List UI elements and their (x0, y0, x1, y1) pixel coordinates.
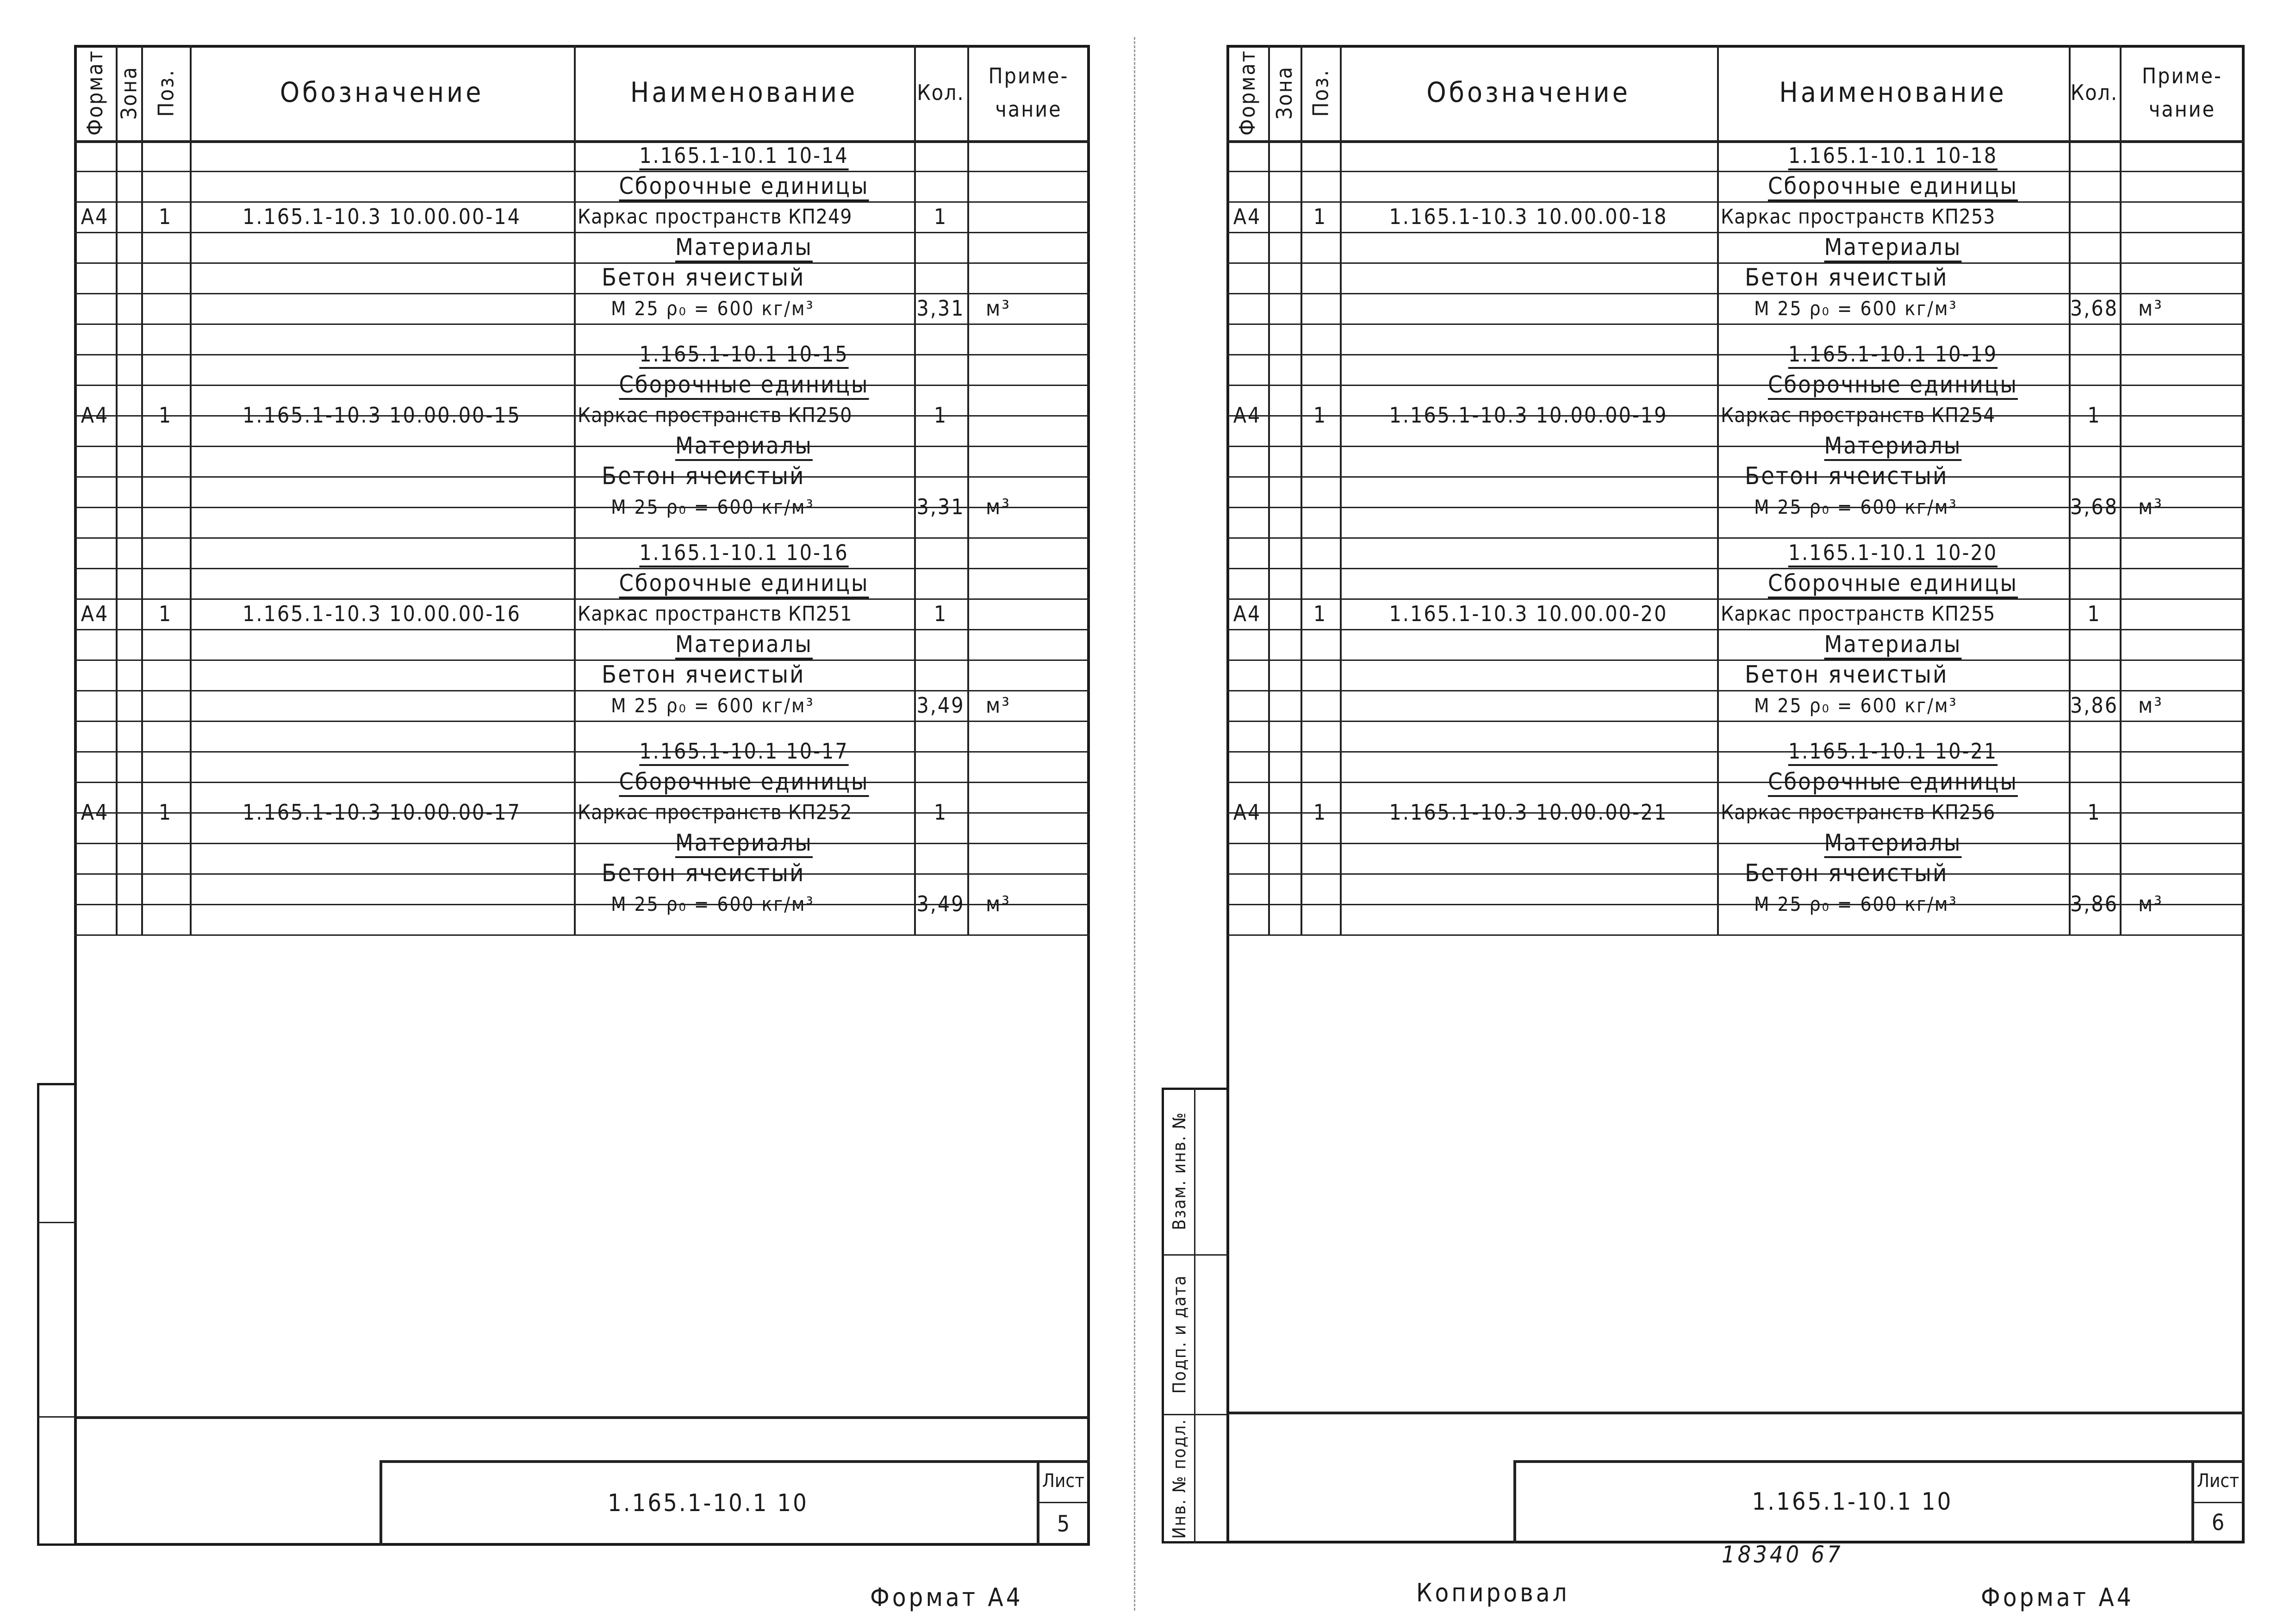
section-assembly-units: Сборочные единицы (619, 173, 869, 199)
position-cell: 1 (1313, 403, 1327, 428)
section-assembly-units: Сборочные единицы (1767, 173, 2018, 199)
material-spec-cell: М 25 ρ₀ = 600 кг/м³ (1754, 892, 1958, 915)
position-cell: 1 (1313, 601, 1327, 626)
item-name-cell: Каркас пространств КП256 (1721, 800, 1996, 824)
material-spec-cell: М 25 ρ₀ = 600 кг/м³ (611, 297, 815, 320)
designation-cell: 1.165.1-10.3 10.00.00-15 (243, 403, 521, 428)
designation-cell: 1.165.1-10.3 10.00.00-18 (1389, 204, 1668, 229)
row-divider (74, 934, 1090, 936)
position-cell: 1 (158, 403, 173, 428)
item-qty-cell (2069, 201, 2120, 232)
side-label-divider (1162, 1254, 1229, 1256)
header-pos-cell (141, 45, 190, 140)
side-label: Подп. и дата (1169, 1275, 1189, 1394)
section-materials: Материалы (675, 631, 813, 658)
format-cell: А4 (81, 204, 109, 229)
group-doc-number: 1.165.1-10.1 10-18 (1788, 143, 1998, 168)
item-name-cell: Каркас пространств КП250 (578, 403, 852, 427)
group-doc-number: 1.165.1-10.1 10-17 (639, 739, 849, 764)
designation-cell: 1.165.1-10.3 10.00.00-19 (1389, 403, 1668, 428)
material-unit-cell: м³ (986, 296, 1011, 321)
material-unit-cell: м³ (2138, 891, 2163, 916)
header-zone: Зона (1272, 65, 1297, 120)
material-name-cell: Бетон ячеистый (1745, 462, 1948, 490)
row-divider (1226, 324, 2245, 325)
format-cell: А4 (81, 800, 109, 825)
format-cell: А4 (81, 601, 109, 626)
header-name: Наименование (1779, 76, 2007, 109)
row-divider (74, 873, 1090, 875)
stamp-sheet-number: 5 (1057, 1511, 1070, 1537)
header-format: Формат (82, 50, 107, 136)
item-name-cell: Каркас пространств КП252 (578, 800, 852, 824)
group-doc-number: 1.165.1-10.1 10-20 (1788, 540, 1998, 565)
item-qty-cell: 1 (933, 204, 948, 229)
item-name-cell: Каркас пространств КП251 (578, 602, 852, 626)
header-zone-cell (116, 45, 141, 140)
item-qty-cell: 1 (2087, 403, 2101, 428)
item-name-cell: Каркас пространств КП253 (1721, 205, 1996, 229)
side-label: Взам. инв. № (1169, 1111, 1189, 1231)
material-qty-cell: 3,31 (916, 296, 965, 321)
format-cell: А4 (1233, 204, 1262, 229)
section-materials: Материалы (1824, 432, 1962, 459)
item-qty-cell: 1 (933, 601, 948, 626)
section-assembly-units: Сборочные единицы (619, 371, 869, 398)
header-qty: Кол. (917, 80, 964, 105)
material-spec-cell: М 25 ρ₀ = 600 кг/м³ (611, 495, 815, 518)
section-assembly-units: Сборочные единицы (1767, 570, 2018, 597)
footer-format: Формат А4 (870, 1583, 1023, 1612)
position-cell: 1 (158, 800, 173, 825)
material-spec-cell: М 25 ρ₀ = 600 кг/м³ (611, 892, 815, 915)
material-unit-cell: м³ (2138, 693, 2163, 718)
section-assembly-units: Сборочные единицы (619, 570, 869, 597)
row-divider (74, 721, 1090, 722)
header-format-cell (74, 45, 116, 140)
format-cell: А4 (1233, 601, 1262, 626)
item-name-cell: Каркас пространств КП249 (578, 205, 852, 229)
designation-cell: 1.165.1-10.3 10.00.00-20 (1389, 601, 1668, 626)
designation-cell: 1.165.1-10.3 10.00.00-16 (243, 601, 521, 626)
header-note: Приме-чание (2142, 63, 2222, 122)
format-cell: А4 (81, 403, 109, 428)
stamp-top-line (1226, 1412, 2245, 1414)
stamp-sheet-number: 6 (2211, 1510, 2225, 1536)
section-materials: Материалы (675, 234, 813, 261)
item-qty-cell: 1 (2087, 800, 2101, 825)
material-name-cell: Бетон ячеистый (602, 264, 805, 292)
group-doc-number: 1.165.1-10.1 10-15 (639, 342, 849, 367)
page-fold-line (1134, 37, 1135, 1611)
position-cell: 1 (158, 204, 173, 229)
header-format: Формат (1235, 50, 1260, 136)
material-spec-cell: М 25 ρ₀ = 600 кг/м³ (1754, 694, 1958, 717)
column-divider (967, 45, 969, 934)
material-name-cell: Бетон ячеистый (1745, 264, 1948, 292)
row-divider (74, 476, 1090, 478)
material-spec-cell: М 25 ρ₀ = 600 кг/м³ (1754, 495, 1958, 518)
material-qty-cell: 3,86 (2070, 891, 2119, 916)
header-zone-cell (1268, 45, 1300, 140)
group-doc-number: 1.165.1-10.1 10-16 (639, 540, 849, 565)
group-doc-number: 1.165.1-10.1 10-19 (1788, 342, 1998, 367)
section-assembly-units: Сборочные единицы (1767, 768, 2018, 795)
position-cell: 1 (1313, 800, 1327, 825)
material-unit-cell: м³ (986, 693, 1011, 718)
material-spec-cell: М 25 ρ₀ = 600 кг/м³ (611, 694, 815, 717)
header-pos: Поз. (1307, 68, 1333, 117)
row-divider (1226, 262, 2245, 264)
row-divider (1226, 934, 2245, 936)
item-qty-cell: 1 (933, 800, 948, 825)
material-spec-cell: М 25 ρ₀ = 600 кг/м³ (1754, 297, 1958, 320)
column-divider (116, 45, 118, 934)
header-note: Приме-чание (988, 63, 1069, 122)
designation-cell: 1.165.1-10.3 10.00.00-14 (243, 204, 521, 229)
row-divider (1226, 476, 2245, 478)
row-divider (74, 324, 1090, 325)
format-cell: А4 (1233, 403, 1262, 428)
item-name-cell: Каркас пространств КП254 (1721, 403, 1996, 427)
material-qty-cell: 3,49 (916, 693, 965, 718)
stamp-top-line (74, 1416, 1090, 1419)
binding-divider (37, 1222, 77, 1223)
designation-cell: 1.165.1-10.3 10.00.00-21 (1389, 800, 1668, 825)
header-format-cell (1226, 45, 1268, 140)
stamp-document-number: 1.165.1-10.1 10 (1752, 1488, 1953, 1516)
item-qty-cell: 1 (2087, 601, 2101, 626)
material-qty-cell: 3,68 (2070, 494, 2119, 519)
material-unit-cell: м³ (986, 494, 1011, 519)
section-materials: Материалы (675, 829, 813, 856)
column-divider (1268, 45, 1270, 934)
row-divider (1226, 660, 2245, 661)
header-designation: Обозначение (1426, 76, 1630, 109)
format-cell: А4 (1233, 800, 1262, 825)
section-materials: Материалы (675, 432, 813, 459)
stamp-sheet-label: Лист (2196, 1470, 2240, 1492)
material-qty-cell: 3,31 (916, 494, 965, 519)
material-unit-cell: м³ (986, 891, 1011, 916)
material-name-cell: Бетон ячеистый (1745, 859, 1948, 887)
copied-by-label: Копировал (1416, 1578, 1570, 1607)
side-label: Инв. № подл. (1169, 1419, 1189, 1539)
stamp-document-number: 1.165.1-10.1 10 (608, 1489, 809, 1517)
material-name-cell: Бетон ячеистый (602, 859, 805, 887)
row-divider (74, 660, 1090, 661)
row-divider (1226, 721, 2245, 722)
item-name-cell: Каркас пространств КП255 (1721, 602, 1996, 626)
item-qty-cell: 1 (933, 403, 948, 428)
group-doc-number: 1.165.1-10.1 10-21 (1788, 739, 1998, 764)
header-name: Наименование (630, 76, 858, 109)
header-zone: Зона (116, 65, 141, 120)
position-cell: 1 (1313, 204, 1327, 229)
row-divider (74, 262, 1090, 264)
section-assembly-units: Сборочные единицы (619, 768, 869, 795)
header-designation: Обозначение (280, 76, 484, 109)
section-assembly-units: Сборочные единицы (1767, 371, 2018, 398)
header-pos: Поз. (153, 68, 178, 117)
material-unit-cell: м³ (2138, 494, 2163, 519)
header-qty: Кол. (2070, 80, 2118, 105)
designation-cell: 1.165.1-10.3 10.00.00-17 (243, 800, 521, 825)
section-materials: Материалы (1824, 829, 1962, 856)
handwritten-number: 18340 67 (1722, 1541, 1843, 1568)
material-name-cell: Бетон ячеистый (602, 661, 805, 689)
footer-format: Формат А4 (1981, 1583, 2134, 1612)
stamp-sheet-label: Лист (1042, 1470, 1085, 1492)
group-doc-number: 1.165.1-10.1 10-14 (639, 143, 849, 168)
section-materials: Материалы (1824, 234, 1962, 261)
material-name-cell: Бетон ячеистый (602, 462, 805, 490)
position-cell: 1 (158, 601, 173, 626)
header-pos-cell (1300, 45, 1340, 140)
material-qty-cell: 3,68 (2070, 296, 2119, 321)
material-unit-cell: м³ (2138, 296, 2163, 321)
material-name-cell: Бетон ячеистый (1745, 661, 1948, 689)
binding-strip (37, 1083, 77, 1546)
material-qty-cell: 3,49 (916, 891, 965, 916)
section-materials: Материалы (1824, 631, 1962, 658)
row-divider (1226, 873, 2245, 875)
binding-divider (37, 1416, 77, 1418)
material-qty-cell: 3,86 (2070, 693, 2119, 718)
column-divider (2120, 45, 2122, 934)
